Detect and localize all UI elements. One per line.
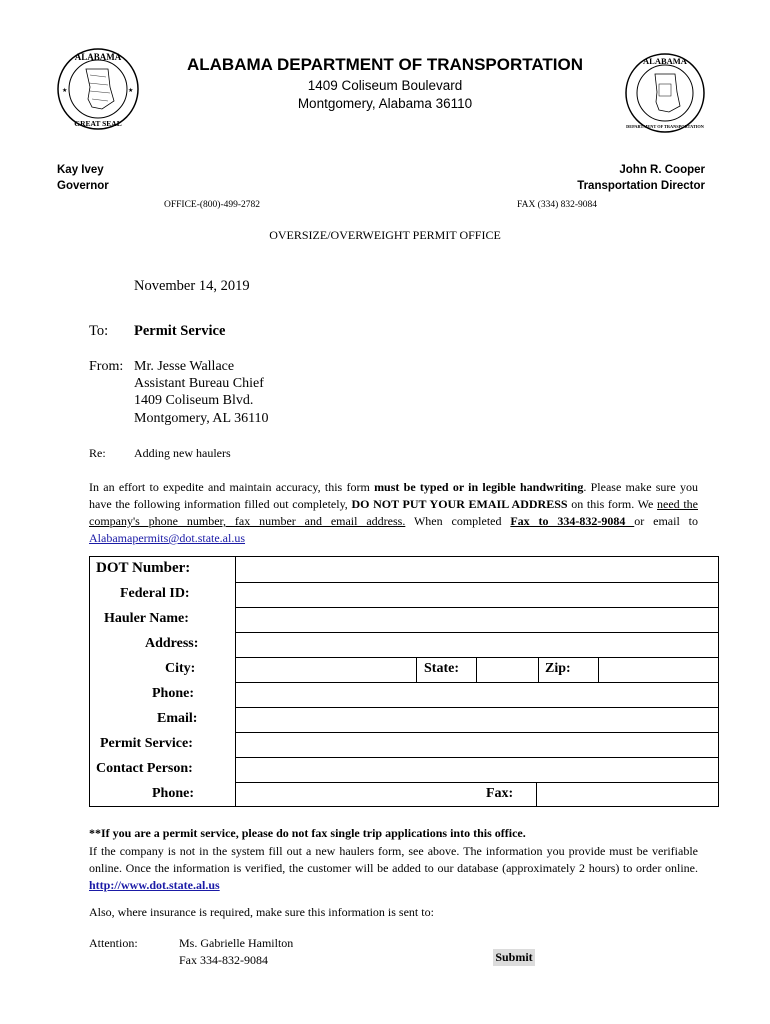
contact-phone-label: Phone: [152, 786, 194, 801]
svg-text:★: ★ [62, 88, 68, 94]
office-fax: FAX (334) 832-9084 [517, 200, 598, 210]
left-seal-top-text: ALABAMA [74, 52, 122, 62]
governor-name: Kay Ivey [57, 164, 104, 176]
submit-button[interactable]: Submit [493, 949, 535, 966]
instructions-emphasis: must be typed or in legible handwriting [374, 480, 584, 494]
governor-title: Governor [57, 180, 109, 192]
from-line: Mr. Jesse Wallace [134, 359, 235, 374]
hauler-name-label: Hauler Name: [104, 611, 189, 626]
dot-number-input[interactable] [237, 557, 717, 581]
from-label: From: [89, 359, 124, 374]
instructions-fax: Fax to 334-832-9084 [510, 514, 635, 528]
verification-paragraph [89, 843, 698, 894]
right-seal-bottom-text: DEPARTMENT OF TRANSPORTATION [626, 124, 704, 129]
re-value: Adding new haulers [134, 446, 231, 460]
zip-input[interactable] [600, 657, 717, 681]
email-input[interactable] [237, 707, 717, 731]
hauler-form [89, 556, 719, 807]
from-line: 1409 Coliseum Blvd. [134, 393, 254, 408]
state-input[interactable] [478, 657, 537, 681]
from-line: Montgomery, AL 36110 [134, 411, 269, 426]
email-label: Email: [157, 711, 198, 726]
instructions-underlined: need the company's phone number, fax number and email address. [89, 497, 699, 528]
city-label: City: [165, 661, 196, 676]
director-title: Transportation Director [577, 180, 705, 192]
from-line: Assistant Bureau Chief [134, 376, 264, 391]
address-label: Address: [145, 636, 199, 651]
city-input[interactable] [237, 657, 415, 681]
insurance-note: Also, where insurance is required, make sure this information is sent to: [89, 905, 434, 919]
permit-service-input[interactable] [237, 732, 717, 756]
attention-name: Ms. Gabrielle Hamilton [179, 936, 294, 950]
verification-text: If the company is not in the system fill out a new haulers form, see above. The information you provide must be verifiable online. Once the information is verified, the customer will be added to our database (approximately 2 hours) to order online. [89, 844, 698, 875]
agency-title: ALABAMA DEPARTMENT OF TRANSPORTATION [186, 55, 583, 74]
federal-id-label: Federal ID: [120, 586, 190, 601]
address-input[interactable] [237, 632, 717, 656]
federal-id-input[interactable] [237, 582, 717, 606]
hauler-name-input[interactable] [237, 607, 717, 631]
fax-label: Fax: [486, 786, 514, 801]
state-label: State: [424, 661, 459, 676]
office-name: OVERSIZE/OVERWEIGHT PERMIT OFFICE [269, 228, 501, 242]
contact-phone-input[interactable] [237, 782, 477, 806]
permit-service-note: **If you are a permit service, please do not fax single trip applications into this office. [89, 826, 526, 840]
phone-input[interactable] [237, 682, 717, 706]
email-link[interactable]: Alabamapermits@dot.state.al.us [89, 531, 246, 545]
instructions-text: on this form. We [567, 497, 658, 511]
dot-number-label: DOT Number: [96, 560, 191, 576]
agency-address-line1: 1409 Coliseum Boulevard [307, 78, 463, 93]
office-phone: OFFICE-(800)-499-2782 [164, 200, 261, 210]
to-label: To: [89, 323, 109, 339]
instructions-text: . Please make sure you have the following information filled out completely, [89, 480, 699, 511]
agency-address-line2: Montgomery, Alabama 36110 [297, 96, 473, 111]
phone-label: Phone: [152, 686, 194, 701]
instructions-paragraph [89, 479, 698, 547]
left-seal-bottom-text: GREAT SEAL [74, 119, 122, 128]
attention-fax: Fax 334-832-9084 [179, 953, 268, 967]
instructions-text: or email to [634, 514, 698, 528]
contact-person-label: Contact Person: [96, 761, 193, 776]
attention-label: Attention: [89, 936, 138, 950]
fax-input[interactable] [538, 782, 717, 806]
memo-date: November 14, 2019 [134, 278, 250, 294]
to-value: Permit Service [134, 323, 226, 339]
director-name: John R. Cooper [619, 164, 705, 176]
instructions-emphasis: DO NOT PUT YOUR EMAIL ADDRESS [351, 497, 568, 511]
svg-text:★: ★ [128, 88, 134, 94]
website-link[interactable]: http://www.dot.state.al.us [89, 878, 220, 892]
re-label: Re: [89, 446, 106, 460]
instructions-text: In an effort to expedite and maintain accuracy, this form [89, 480, 375, 494]
instructions-text: When completed [405, 514, 511, 528]
zip-label: Zip: [545, 661, 571, 676]
contact-person-input[interactable] [237, 757, 717, 781]
right-seal-top-text: ALABAMA [643, 56, 687, 66]
permit-service-label: Permit Service: [100, 736, 193, 751]
